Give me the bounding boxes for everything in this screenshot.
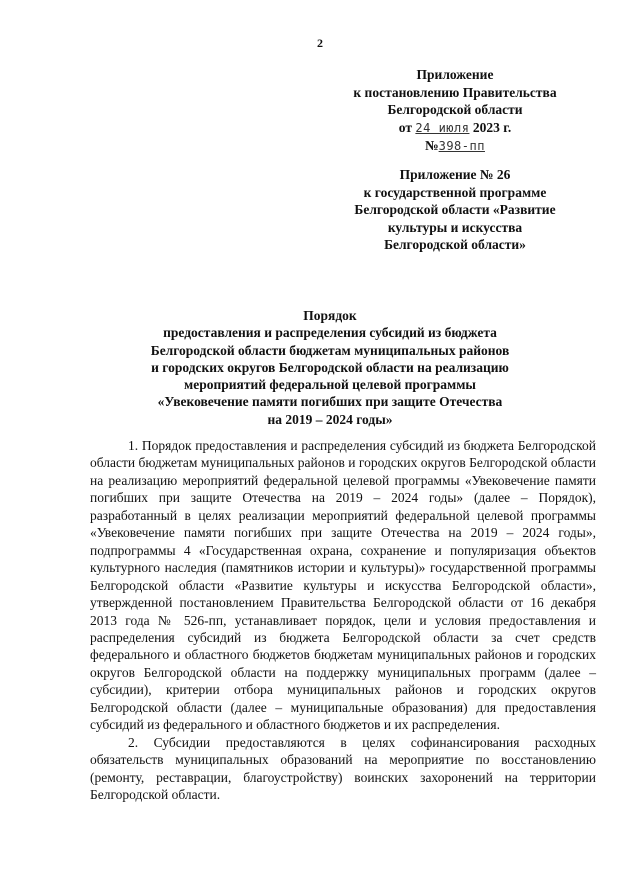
title-line2: предоставления и распределения субсидий из бюджета [163,325,497,341]
date-year: 2023 г. [472,119,512,135]
appendix-header-line3: Белгородской области [387,102,523,118]
program-header-line2: к государственной программе [363,184,547,200]
appendix-header-line2: к постановлению Правительства [353,84,557,100]
appendix-header-line1: Приложение [416,67,494,82]
title-line4: и городских округов Белгородской области на реализацию [151,359,509,375]
title-line5: мероприятий федеральной целевой программы [184,377,476,393]
title-line3: Белгородской области бюджетам муниципальных районов [150,342,510,358]
program-header-line1: Приложение № 26 [399,167,511,182]
title-line6: «Увековечение памяти погибших при защите Отечества [157,394,503,410]
program-header-line4: культуры и искусства [387,219,523,235]
appendix-header-number [330,137,580,156]
title-line7: на 2019 – 2024 годы» [267,411,393,427]
paragraph-1: 1. Порядок предоставления и распределения субсидий из бюджета Белгородской области бюджетам муниципальных районов и городских округов Белгородской области на реализацию мероприятий федеральной целевой программы «Увековечение памяти погибших при защите Отечества на 2019 – 2024 годы» (далее – Порядок), разработанный в целях реализации мероприятий федеральной целевой программы «Увековечение памяти погибших при защите Отечества на 2019 – 2024 годы», подпрограммы 4 «Государственная охрана, сохранение и популяризация объектов культурного наследия (памятников истории и культуры)» государственной программы Белгородской области «Развитие культуры и искусства Белгородской области», утвержденной постановлением Правительства Белгородской области от 16 декабря 2013 года № 526-пп, устанавливает порядок, цели и условия предоставления и распределения субсидий из бюджета Белгородской области за счет средств федерального и областного бюджетов бюджетам муниципальных районов и городских округов Белгородской области на поддержку муниципальных программ (далее – субсидии), критерии отбора муниципальных районов и городских округов Белгородской области (далее – муниципальные образования) для предоставления субсидий из федерального и областного бюджетов и их распределения. [90,438,596,733]
date-day-month: 24 июля [415,120,470,135]
program-header-line3: Белгородской области «Развитие [354,202,556,218]
document-body [90,437,596,804]
document-title [60,307,600,428]
appendix-header-date [330,119,580,138]
title-line1: Порядок [303,308,357,323]
appendix-header [330,66,580,156]
number-value: 398-пп [438,139,485,154]
program-header-line5: Белгородской области» [384,237,526,253]
date-prefix: от [398,119,413,135]
number-prefix: № [425,138,439,154]
program-header [330,166,580,254]
page-number: 2 [317,36,323,50]
paragraph-2: 2. Субсидии предоставляются в целях софинансирования расходных обязательств муниципальных образований на мероприятие по восстановлению (ремонту, реставрации, благоустройству) воинских захоронений на территории Белгородской области. [90,734,596,803]
